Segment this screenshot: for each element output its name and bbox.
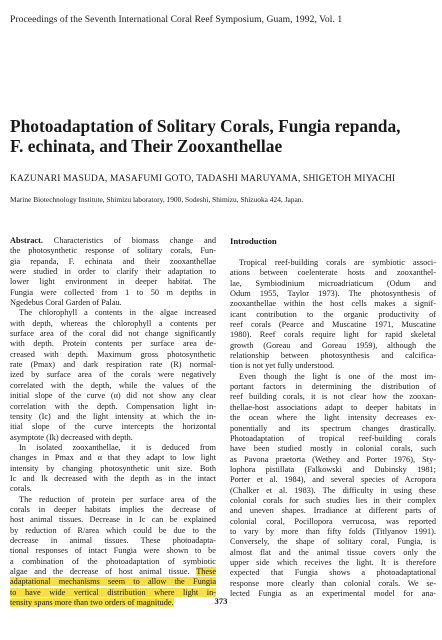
intro-line-text: response more clearly than colonial corals. We se- (230, 578, 436, 588)
intro-line (230, 341, 436, 351)
abstract-line (10, 567, 216, 577)
page-number: 373 (214, 596, 228, 606)
paper-title (10, 117, 435, 156)
abstract-line (10, 339, 216, 349)
abstract-line (10, 298, 216, 308)
intro-line-text: ations between coelenterate hosts and zooxanthel- (230, 268, 436, 278)
intro-line (230, 475, 436, 485)
intro-line (230, 403, 436, 413)
intro-line (230, 506, 436, 516)
abstract-line (10, 464, 216, 474)
abstract-line (10, 402, 216, 412)
intro-line-text: reef building corals, it is not clear how the zooxan- (230, 392, 436, 402)
abstract-line-text: gia repanda, F. echinata and their zooxanthellae (10, 256, 216, 266)
abstract-line-text: tensity spans more than two orders of magnitude. (10, 598, 174, 608)
introduction-column (230, 258, 436, 599)
author-list: KAZUNARI MASUDA, MASAFUMI GOTO, TADASHI MARUYAMA, SHIGETOH MIYACHI (10, 174, 396, 184)
intro-line-text: lae, Symbiodinium microadriaticum (Odum and (230, 278, 436, 288)
intro-line-text: Porter et al. 1984), and several species of Acropora (230, 475, 436, 485)
intro-line (230, 548, 436, 558)
intro-line (230, 434, 436, 444)
abstract-line (10, 319, 216, 329)
intro-line-text: upper side which receives the light. It is therefore (230, 557, 436, 567)
abstract-line (10, 546, 216, 556)
abstract-line-text: Fungia were collected from 1 to 50 m depths in (10, 287, 216, 297)
abstract-line (10, 495, 216, 505)
intro-line (230, 361, 436, 371)
abstract-line-text: the photosynthetic response of solitary corals, Fun- (10, 246, 216, 256)
intro-line (230, 455, 436, 465)
abstract-line (10, 557, 216, 567)
intro-line-text: colonial corals for such studies lies in their complex (230, 495, 436, 505)
abstract-line-text: In isolated zooxanthellae, it is deduced from (19, 442, 216, 452)
abstract-line (10, 577, 216, 587)
intro-line (230, 372, 436, 382)
abstract-line (10, 277, 216, 287)
intro-line-text: to vary by more than fifty folds (Titlyanov 1991). (230, 526, 436, 536)
intro-line (230, 289, 436, 299)
intro-line-text: zooxanthellae within the host cells makes a signif- (230, 299, 436, 309)
abstract-line-text: algae and the decrease of host animal tissue. (10, 567, 197, 576)
abstract-line (10, 236, 216, 246)
intro-line-text: colonial coral, Pocillopora verrucosa, was reported (230, 516, 436, 526)
intro-line (230, 465, 436, 475)
abstract-line-text: host animal tissues. Decrease in Ic can be explained (10, 515, 216, 525)
intro-line-text: reef corals (Pearce and Muscatine 1971, Muscatine (230, 320, 436, 330)
abstract-line-text: Ic and Ik decreased with the depth as in the intact (10, 473, 216, 483)
title-line-2: F. echinata, and Their Zooxanthellae (10, 135, 283, 156)
abstract-line (10, 257, 216, 267)
intro-line (230, 527, 436, 537)
abstract-line-text: lower light environment in deeper habitat. The (10, 277, 216, 287)
abstract-line-text: itial slope of the curve intercepts the horizontal (10, 422, 216, 432)
abstract-column (10, 236, 216, 608)
abstract-line (10, 443, 216, 453)
abstract-line-text: tional responses of intact Fungia were shown to be (10, 546, 216, 556)
intro-line-text: and uneven shapes. Irradiance at different parts of (230, 506, 436, 516)
intro-line (230, 382, 436, 392)
intro-line-text: Conversely, the shape of solitary coral, Fungia, is (230, 537, 436, 547)
intro-line-text: have been studied mostly in colonial corals, such (230, 444, 436, 454)
abstract-line (10, 350, 216, 360)
intro-line-text: lophora pistillata (Falkowski and Dubinsky 1981; (230, 464, 436, 474)
intro-line-text: the ocean where the light intensity decreases ex- (230, 413, 436, 423)
intro-line (230, 496, 436, 506)
intro-line-text: lected Fungia as an experimental model for ana- (230, 589, 436, 598)
abstract-line-text: initial slope of the curve (α) did not show any clear (10, 391, 216, 401)
intro-line (230, 413, 436, 423)
intro-line-text: ponentially and its spectrum changes drastically. (230, 423, 436, 433)
intro-line (230, 424, 436, 434)
intro-line (230, 392, 436, 402)
abstract-line (10, 370, 216, 380)
intro-line (230, 320, 436, 330)
abstract-line (10, 484, 216, 494)
intro-line (230, 258, 436, 268)
abstract-line-text: The reduction of protein per surface area of the (19, 494, 216, 504)
abstract-line-text: The chlorophyll a contents in the algae increased (19, 308, 216, 318)
abstract-label: Abstract. (10, 236, 43, 245)
title-line-1: Photoadaptation of Solitary Corals, Fungia repanda, (10, 116, 401, 136)
abstract-line-text: surface area of the coral did not change significantly (10, 329, 216, 339)
intro-line-text: Even though the light is one of the most im- (239, 371, 436, 381)
running-head: Proceedings of the Seventh International Coral Reef Symposium, Guam, 1992, Vol. 1 (10, 14, 343, 25)
intro-line-text: portant factors in determining the distribution of (230, 382, 436, 392)
intro-line-text: (Chalker et al. 1983). The difficulty in using these (230, 485, 436, 495)
abstract-line-text: Characteristics of biomass change and (42, 236, 216, 245)
abstract-line-text: ized by surface area of the corals were negatively (10, 370, 216, 380)
abstract-line (10, 515, 216, 525)
abstract-line-text: intensity by changing photosynthetic unit size. Both (10, 463, 216, 473)
intro-line (230, 537, 436, 547)
abstract-line (10, 433, 216, 443)
abstract-line (10, 246, 216, 256)
intro-line-text: thellae-host associations adapt to deeper habitats in (230, 402, 436, 412)
abstract-line-text: creased with depth. Maximum gross photosynthetic (10, 349, 216, 359)
abstract-line (10, 536, 216, 546)
abstract-line (10, 422, 216, 432)
abstract-line-text: corals in deeper habitats implies the decrease of (10, 504, 216, 514)
abstract-line-text: with depth. Protein contents per surface area de- (10, 339, 216, 349)
intro-line (230, 310, 436, 320)
abstract-line-text: correlated with the depth, while the values of the (10, 380, 216, 390)
abstract-line-text: a combination of the photoadaptation of symbiotic (10, 556, 216, 566)
intro-line-text: almost flat and the animal tissue covers only the (230, 547, 436, 557)
highlighted-text: These (196, 567, 216, 576)
intro-line-text: expected that Fungia shows a photoadaptational (230, 568, 436, 578)
abstract-line (10, 381, 216, 391)
intro-line-text: icant contribution to the organic productivity of (230, 309, 436, 319)
abstract-line (10, 329, 216, 339)
abstract-line (10, 391, 216, 401)
abstract-line (10, 360, 216, 370)
abstract-line-text: correlation with the depth. Compensation light in- (10, 401, 216, 411)
intro-line-text: as Pavona praetorta (Wethey and Porter 1976), Sty- (230, 454, 436, 464)
intro-line (230, 279, 436, 289)
intro-line (230, 568, 436, 578)
abstract-line-text: rate (Pmax) and dark respiration rate (R) normal- (10, 360, 216, 370)
intro-line (230, 579, 436, 589)
abstract-line-text: with depth, whereas the chlorophyll a contents per (10, 318, 216, 328)
abstract-line-text: to have wide vertical distribution where light in- (10, 587, 216, 597)
abstract-line-text: were studied in order to clarify their adaptation to (10, 267, 216, 277)
intro-line-text: tion is not yet fully understood. (230, 361, 335, 371)
abstract-line-text: changes in Pmax and α that they adapt to low light (10, 453, 216, 463)
intro-line (230, 517, 436, 527)
abstract-line-text: corals. (10, 484, 32, 494)
intro-line (230, 558, 436, 568)
intro-line-text: relationship between photosynthesis and calcifica- (230, 351, 436, 361)
intro-line (230, 486, 436, 496)
abstract-line (10, 267, 216, 277)
intro-line (230, 330, 436, 340)
intro-line-text: Odum 1955, Taylor 1973). The photosynthesis of (230, 289, 436, 299)
abstract-line-text: asymptote (Ik) decreased with depth. (10, 432, 133, 442)
intro-line-text: growth (Goreau and Goreau 1959), although the (230, 340, 436, 350)
abstract-line (10, 412, 216, 422)
abstract-line-text: tensity (Ic) and the light intensity at which the in- (10, 411, 216, 421)
abstract-line (10, 526, 216, 536)
intro-line-text: Photoadaptation of tropical reef-building corals (230, 433, 436, 443)
abstract-line-text: Ngedebus Coral Garden of Palau. (10, 298, 122, 308)
abstract-line-text: decrease in animal tissues. These photoadapta- (10, 535, 216, 545)
intro-line (230, 268, 436, 278)
intro-line (230, 351, 436, 361)
abstract-line-text: by reduction of R/area which could be due to the (10, 525, 216, 535)
abstract-line (10, 308, 216, 318)
introduction-heading: Introduction (230, 236, 277, 246)
abstract-line (10, 474, 216, 484)
intro-line (230, 299, 436, 309)
abstract-line-text: adaptational mechanisms seem to allow the Fungia (10, 577, 216, 587)
intro-line-text: Tropical reef-building corals are symbiotic associ- (239, 258, 436, 267)
intro-line-text: 1980). Reef corals require light for rapid skeletal (230, 330, 436, 340)
affiliation: Marine Biotechnology Institute, Shimizu laboratory, 1900, Sodeshi, Shimizu, Shizuoka 424, Japan. (10, 195, 304, 204)
abstract-line (10, 288, 216, 298)
intro-line (230, 444, 436, 454)
abstract-line (10, 505, 216, 515)
abstract-line (10, 453, 216, 463)
